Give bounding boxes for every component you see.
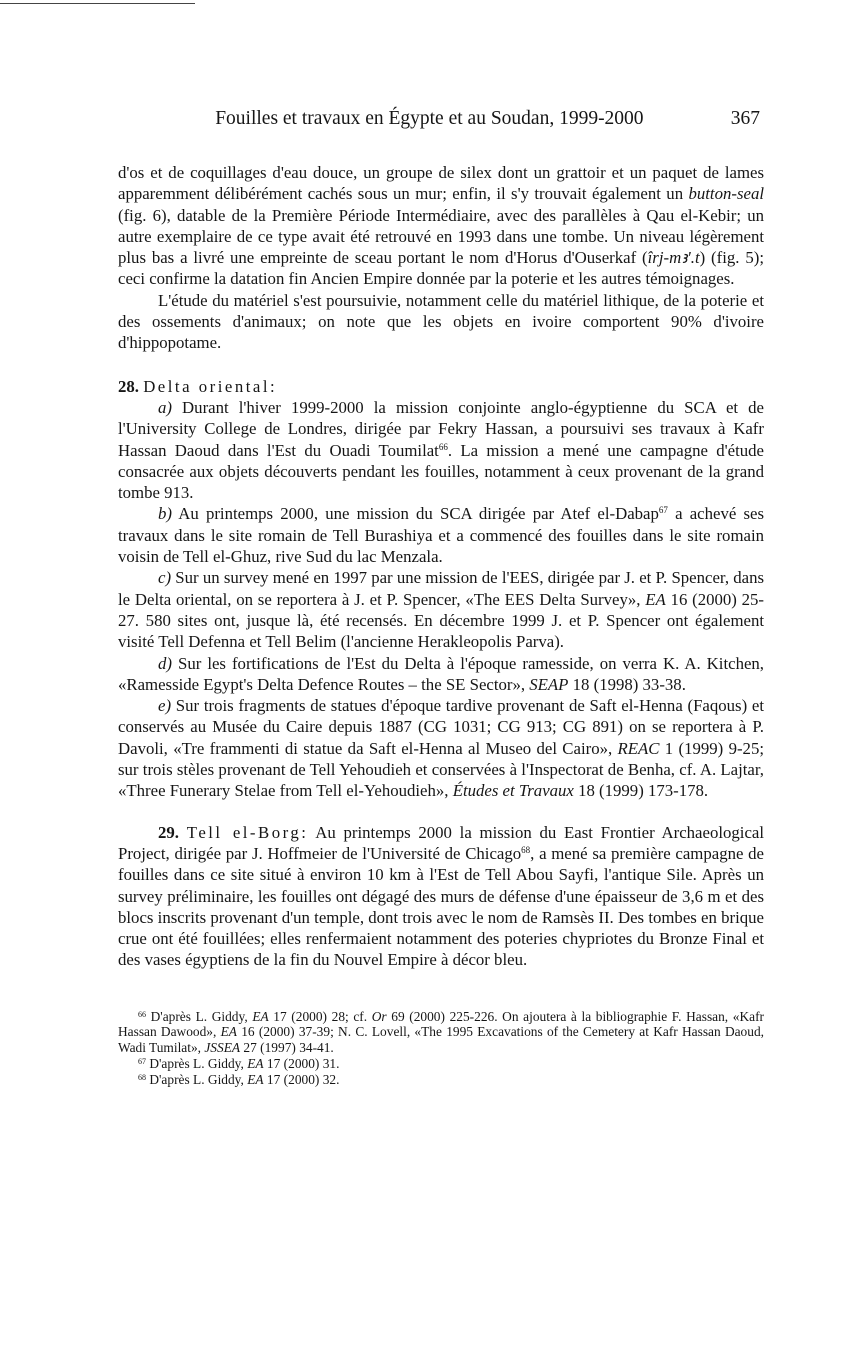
section-29: [118, 822, 764, 971]
item-label: b): [158, 504, 172, 524]
text-run: 69 (2000) 225-226. On ajoutera à la bibliographie F. Hassan, «Kafr Hassan Dawood»,: [118, 1008, 764, 1040]
page-number: 367: [730, 108, 760, 129]
journal-abbrev: Or: [371, 1008, 387, 1024]
text-run: Sur les fortifications de l'Est du Delta à l'époque ramesside, on verra K. A. Kitchen, «Ramesside Egypt's Delta Defence Routes – the SE Sector»,: [118, 653, 764, 694]
italic-term: îrj-mꜣ'.t: [647, 248, 700, 268]
footnote-ref: 68: [521, 844, 531, 855]
text-run: ) (fig. 5); ceci confirme la datation fin Ancien Empire donnée par la poterie et les autres témoignages.: [118, 248, 764, 289]
text-run: D'après L. Giddy,: [146, 1008, 253, 1024]
text-run: 16 (2000) 25-27. 580 sites ont, jusque là, été recensés. En décembre 1999 J. et P. Spencer ont également visité Tell Defenna et Tell Belim (l'ancienne Herakleopolis Parva).: [118, 589, 764, 652]
footnote-68: [118, 1072, 764, 1088]
text-run: Au printemps 2000 la mission du East Frontier Archaeological Project, dirigée par J. Hoffmeier de l'Université de Chicago: [118, 822, 764, 863]
text-run: 16 (2000) 37-39; N. C. Lovell, «The 1995 Excavations of the Cemetery at Kafr Hassan Daoud, Wadi Tumilat»,: [118, 1024, 764, 1056]
text-run: D'après L. Giddy,: [146, 1056, 248, 1072]
footnote-ref: 67: [658, 505, 668, 516]
text-run: d'os et de coquillages d'eau douce, un groupe de silex dont un grattoir et un paquet de lames apparemment délibérément cachés sous un mur; enfin, il s'y trouvait également un: [118, 163, 764, 204]
italic-term: button-seal: [688, 184, 764, 204]
footnote-number: 67: [138, 1057, 146, 1067]
text-run: Sur trois fragments de statues d'époque tardive provenant de Saft el-Henna (Faqous) et conservés au Musée du Caire depuis 1887 (CG 1031; CG 913; CG 891) on se reportera à P. Davoli, «Tre frammenti di statue da Saft el-Henna al Museo del Cairo»,: [118, 696, 764, 758]
footnote-66: [118, 1009, 764, 1056]
running-header: [118, 108, 764, 130]
text-run: 18 (1998) 33-38.: [568, 674, 686, 694]
text-run: (fig. 6), datable de la Première Période Intermédiaire, avec des parallèles à Qau el-Kebir; un autre exemplaire de ce type avait été retrouvé en 1993 dans une tombe. Un niveau légèrement plus bas a livré une empreinte de sceau portant le nom d'Horus d'Ouserkaf (: [118, 205, 764, 268]
text-run: 17 (2000) 32.: [263, 1071, 340, 1087]
journal-abbrev: REAC: [617, 738, 660, 758]
item-label: e): [158, 696, 172, 716]
item-a: [118, 397, 764, 503]
text-run: Durant l'hiver 1999-2000 la mission conjointe anglo-égyptienne du SCA et de l'University College de Londres, dirigée par Fekry Hassan, a poursuivi ses travaux à Kafr Hassan Daoud dans l'Est du Ouadi Toumilat: [118, 397, 764, 460]
paragraph-continued: [118, 162, 764, 290]
section-title: Tell el-Borg:: [186, 822, 309, 842]
text-run: 1 (1999) 9-25; sur trois stèles provenant de Tell Yehoudieh et conservées à l'Inspectorat de Benha, cf. A. Lajtar, «Three Funerary Stelae from Tell el-Yehoudieh»,: [118, 738, 765, 801]
running-title: Fouilles et travaux en Égypte et au Soudan, 1999-2000: [215, 108, 644, 129]
journal-abbrev: SEAP: [529, 674, 569, 694]
journal-abbrev: EA: [252, 1008, 269, 1024]
text-run: 17 (2000) 31.: [263, 1056, 340, 1072]
footnotes: [118, 1009, 764, 1088]
text-run: D'après L. Giddy,: [146, 1071, 248, 1087]
item-e: [118, 695, 764, 801]
text-run: , a mené sa première campagne de fouilles dans ce site situé à environ 10 km à l'Est de Tell Abou Sayfi, l'antique Sile. Après un survey préliminaire, les fouilles ont dégagé des murs de défense d'une épaisseur de 3,6 m et des blocs inscrits provenant d'un temple, dont trois avec le nom de Ramsès II. Des tombes en brique crue ont été fouillées; elles renfermaient notamment des poteries chypriotes du Bronze Final et des vases égyptiens de la fin du Nouvel Empire à décor bleu.: [118, 843, 765, 970]
footnote-ref: 66: [438, 441, 448, 452]
text-run: 27 (1997) 34-41.: [240, 1040, 334, 1056]
item-label: d): [158, 653, 172, 673]
section-number: 29.: [158, 822, 179, 842]
journal-title: Études et Travaux: [452, 781, 574, 801]
footnote-67: [118, 1056, 764, 1072]
top-rule: [0, 3, 195, 4]
text-run: a achevé ses travaux dans le site romain de Tell Burashiya et a commencé des fouilles dans le site romain voisin de Tell el-Ghuz, rive Sud du lac Menzala.: [118, 504, 764, 567]
journal-abbrev: EA: [247, 1056, 264, 1072]
journal-abbrev: EA: [645, 589, 666, 609]
text-run: . La mission a mené une campagne d'étude consacrée aux objets découverts pendant les fouilles, notamment à ceux provenant de la grand tombe 913.: [118, 440, 764, 503]
text-run: Au printemps 2000, une mission du SCA dirigée par Atef el-Dabap: [171, 504, 659, 524]
item-label: a): [158, 397, 172, 417]
section-title: Delta oriental:: [143, 376, 278, 396]
journal-abbrev: JSSEA: [204, 1040, 241, 1056]
journal-abbrev: EA: [220, 1024, 237, 1040]
footnote-number: 66: [138, 1009, 146, 1019]
journal-abbrev: EA: [247, 1071, 264, 1087]
text-run: 17 (2000) 28; cf.: [268, 1008, 372, 1024]
page-content: [118, 108, 764, 1088]
item-d: [118, 653, 764, 696]
item-b: [118, 503, 764, 567]
item-c: [118, 567, 764, 652]
section-number: 28.: [118, 376, 139, 396]
item-label: c): [158, 568, 172, 588]
section-28-heading: [118, 376, 764, 397]
text-run: 18 (1999) 173-178.: [573, 781, 709, 801]
text-run: Sur un survey mené en 1997 par une mission de l'EES, dirigée par J. et P. Spencer, dans le Delta oriental, on se reportera à J. et P. Spencer, «The EES Delta Survey»,: [118, 568, 764, 609]
paragraph-material: L'étude du matériel s'est poursuivie, notamment celle du matériel lithique, de la poterie et des ossements d'animaux; on note que les objets en ivoire comportent 90% d'ivoire d'hippopotame.: [118, 290, 764, 353]
footnote-number: 68: [138, 1072, 146, 1082]
